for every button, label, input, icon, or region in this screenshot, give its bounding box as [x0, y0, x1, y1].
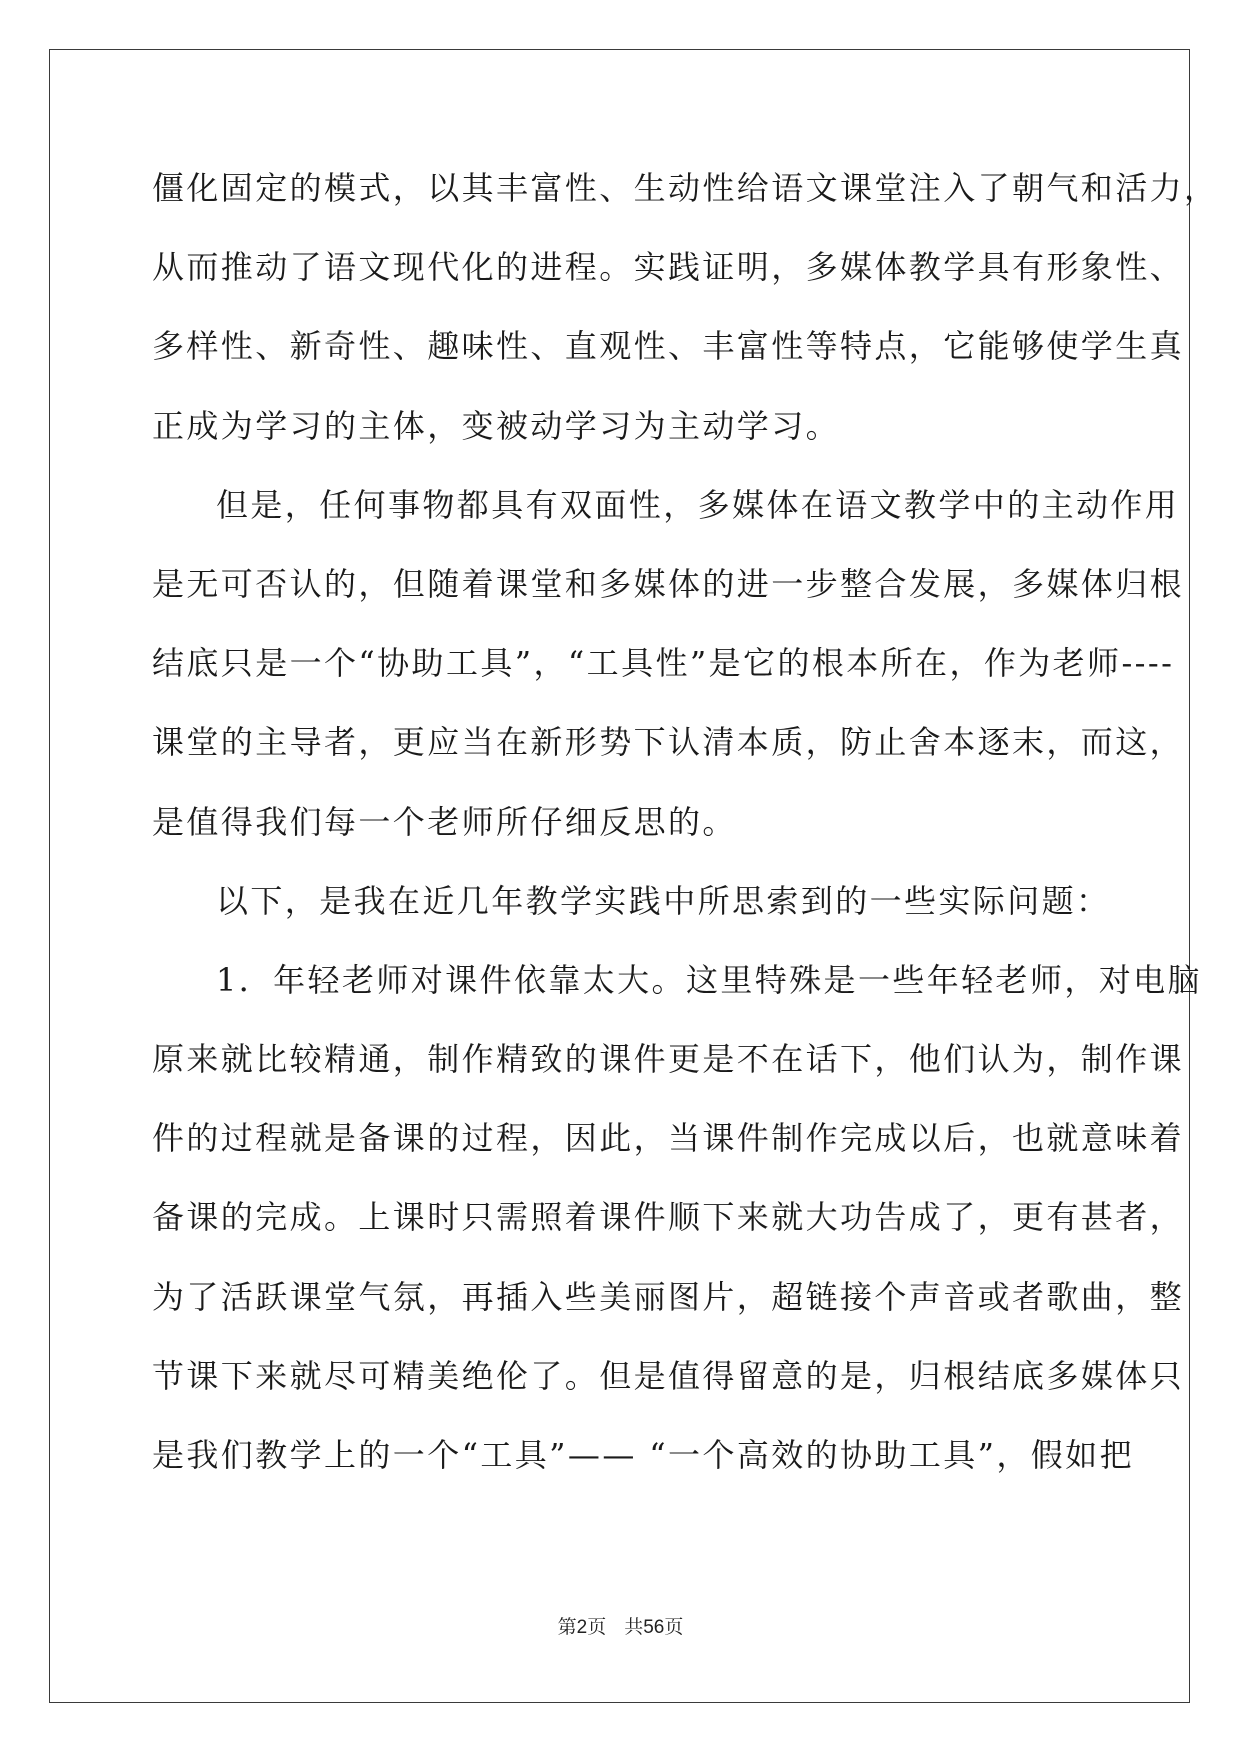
- text-line: 正成为学习的主体，变被动学习为主动学习。: [152, 406, 841, 445]
- text-line: 为了活跃课堂气氛，再插入些美丽图片，超链接个声音或者歌曲，整: [152, 1277, 1185, 1316]
- footer-total-suffix: 页: [664, 1616, 684, 1638]
- text-line: 是值得我们每一个老师所仔细反思的。: [152, 802, 737, 841]
- text-line: 1．年轻老师对课件依靠太大。这里特殊是一些年轻老师，对电脑: [216, 960, 1202, 999]
- text-line: 课堂的主导者，更应当在新形势下认清本质，防止舍本逐末，而这，: [152, 723, 1185, 762]
- page-footer: [0, 1615, 1241, 1640]
- footer-page-suffix: 页: [587, 1616, 607, 1638]
- text-line: 以下，是我在近几年教学实践中所思索到的一些实际问题：: [216, 881, 1111, 920]
- footer-total-prefix: 共: [624, 1616, 644, 1638]
- text-line: 节课下来就尽可精美绝伦了。但是值得留意的是，归根结底多媒体只: [152, 1356, 1185, 1395]
- text-line: 备课的完成。上课时只需照着课件顺下来就大功告成了，更有甚者，: [152, 1198, 1185, 1237]
- text-line: 但是，任何事物都具有双面性，多媒体在语文教学中的主动作用: [216, 485, 1180, 524]
- text-line: 从而推动了语文现代化的进程。实践证明，多媒体教学具有形象性、: [152, 248, 1185, 287]
- text-line: 件的过程就是备课的过程，因此，当课件制作完成以后，也就意味着: [152, 1119, 1185, 1158]
- text-line: 多样性、新奇性、趣味性、直观性、丰富性等特点，它能够使学生真: [152, 327, 1185, 366]
- text-line: 是我们教学上的一个“工具”—— “一个高效的协助工具”，假如把: [152, 1436, 1135, 1474]
- text-line: 结底只是一个“协助工具”，“工具性”是它的根本所在，作为老师----: [152, 644, 1175, 683]
- text-line: 是无可否认的，但随着课堂和多媒体的进一步整合发展，多媒体归根: [152, 564, 1185, 603]
- footer-page-prefix: 第: [557, 1616, 577, 1638]
- document-body: [152, 168, 1219, 1514]
- text-line: 僵化固定的模式，以其丰富性、生动性给语文课堂注入了朝气和活力，: [152, 169, 1219, 207]
- footer-total-number: 56: [643, 1617, 665, 1638]
- text-line: 原来就比较精通，制作精致的课件更是不在话下，他们认为，制作课: [152, 1040, 1185, 1079]
- footer-page-number: 2: [576, 1617, 588, 1638]
